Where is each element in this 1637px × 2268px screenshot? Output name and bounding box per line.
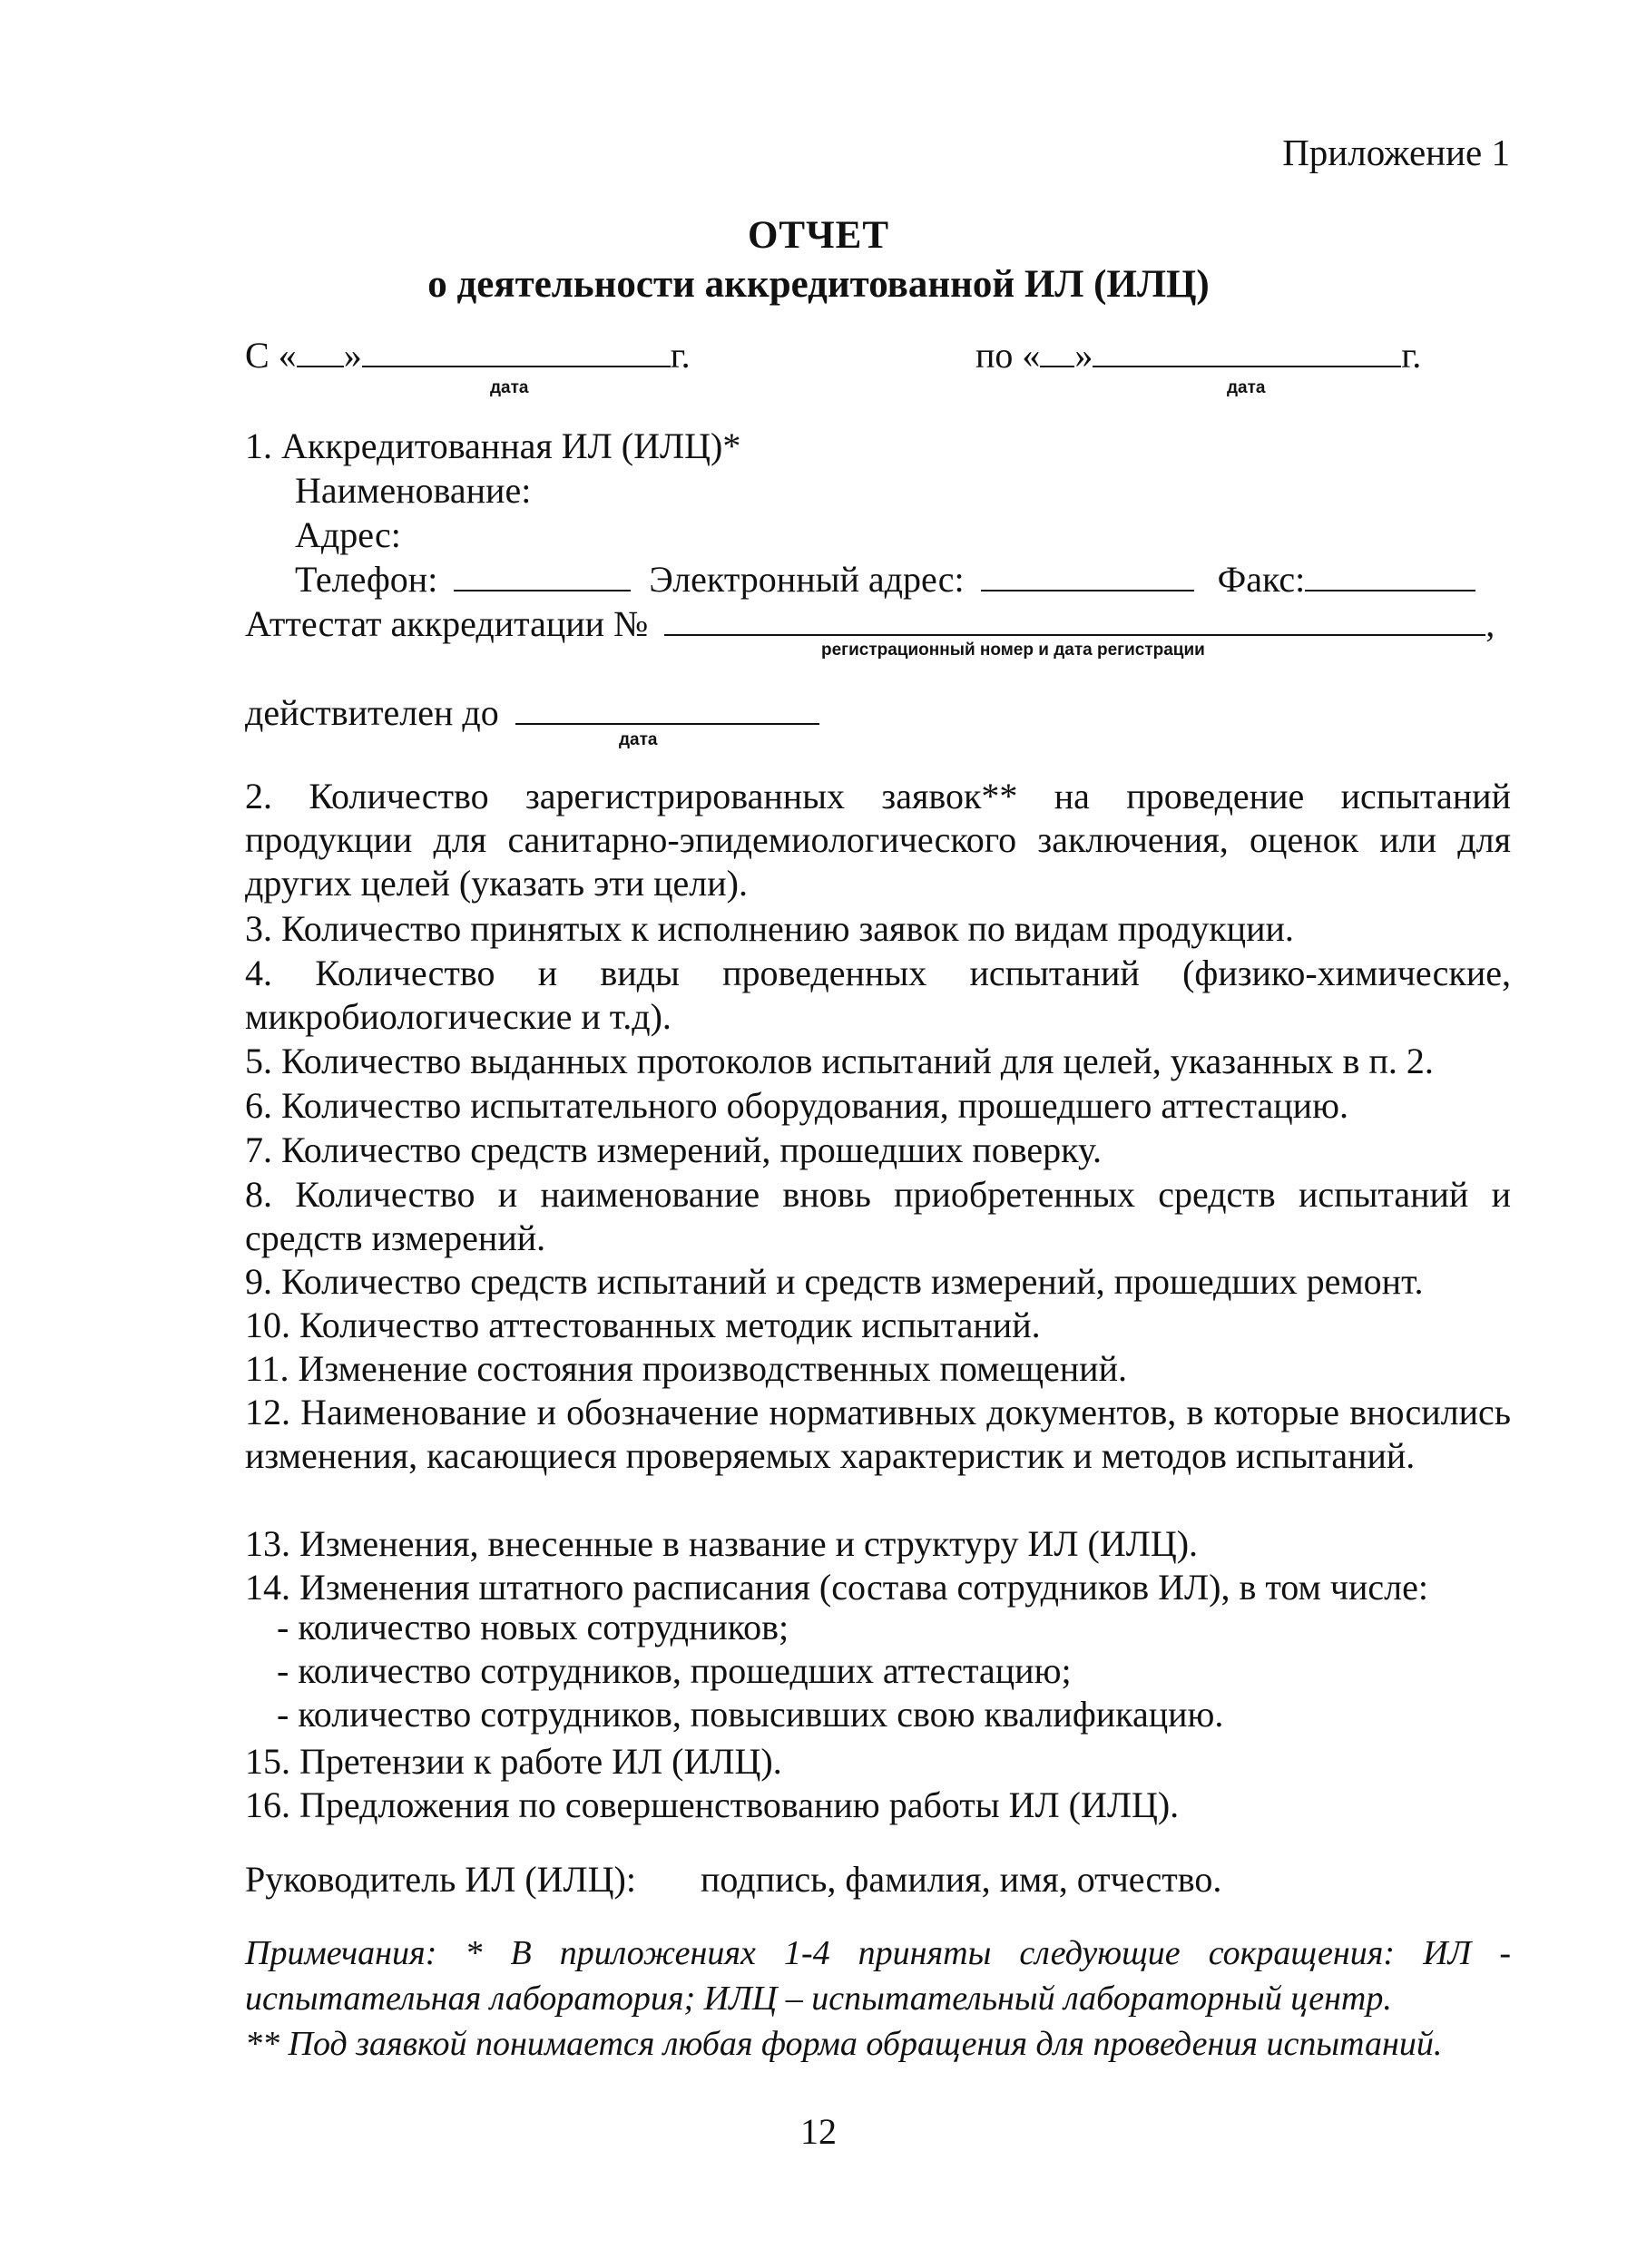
email-field[interactable] (981, 562, 1194, 591)
list-item-3: 3. Количество принятых к исполнению заявок по видам продукции. (245, 908, 1294, 949)
document-title: ОТЧЕТ (747, 214, 890, 257)
certificate-label: Аттестат аккредитации № (245, 603, 649, 644)
certificate-line (245, 603, 1495, 644)
page-number: 12 (800, 2111, 837, 2152)
certificate-comma: , (1485, 603, 1495, 644)
period-to-prefix: по « (975, 335, 1041, 376)
phone-field[interactable] (454, 562, 631, 591)
signature-label: Руководитель ИЛ (ИЛЦ): (245, 1859, 636, 1900)
list-item-10: 10. Количество аттестованных методик испытаний. (245, 1305, 1041, 1345)
list-item-14: 14. Изменения штатного расписания (состава сотрудников ИЛ), в том числе: (245, 1567, 1428, 1608)
list-item-13: 13. Изменения, внесенные в название и структуру ИЛ (ИЛЦ). (245, 1523, 1199, 1564)
period-from-date-field[interactable] (362, 338, 671, 367)
period-to-date-field[interactable] (1093, 338, 1401, 367)
contacts-line (295, 559, 1475, 600)
sub-item-qualified-staff: - количество сотрудников, повысивших свою квалификацию. (277, 1694, 1224, 1735)
period-from-day-field[interactable] (297, 338, 344, 367)
period-from-prefix: С « (245, 335, 297, 376)
period-to-caption: дата (1227, 378, 1266, 397)
certificate-caption: регистрационный номер и дата регистрации (821, 640, 1205, 660)
name-label: Наименование: (295, 470, 532, 511)
valid-label: действителен до (245, 692, 499, 733)
period-from-caption: дата (490, 378, 529, 397)
signature-text: подпись, фамилия, имя, отчество. (701, 1859, 1222, 1900)
period-from-year: г. (670, 335, 691, 376)
list-item-2: 2. Количество зарегистрированных заявок** на проведение испытаний продукции для санитарно-эпидемиологического заключения, оценок или для других целей (указать эти цели). (245, 776, 1511, 904)
section1-heading: 1. Аккредитованная ИЛ (ИЛЦ)* (245, 425, 741, 466)
certificate-field[interactable] (664, 607, 1485, 636)
list-item-15: 15. Претензии к работе ИЛ (ИЛЦ). (245, 1741, 782, 1782)
period-from-quote: » (343, 335, 362, 376)
list-item-8: 8. Количество и наименование вновь приобретенных средств испытаний и средств измерений. (245, 1174, 1511, 1258)
appendix-label: Приложение 1 (1282, 132, 1510, 173)
list-item-9: 9. Количество средств испытаний и средств измерений, прошедших ремонт. (245, 1261, 1424, 1302)
list-item-7: 7. Количество средств измерений, прошедших поверку. (245, 1129, 1103, 1170)
list-item-16: 16. Предложения по совершенствованию работы ИЛ (ИЛЦ). (245, 1784, 1180, 1825)
period-to-day-field[interactable] (1040, 338, 1074, 367)
valid-line (245, 692, 819, 733)
sub-item-certified-staff: - количество сотрудников, прошедших аттестацию; (277, 1650, 1072, 1691)
list-item-4: 4. Количество и виды проведенных испытаний (физико-химические, микробиологические и т.д). (245, 953, 1511, 1037)
email-label: Электронный адрес: (649, 559, 965, 600)
valid-caption: дата (619, 730, 658, 749)
list-item-11: 11. Изменение состояния производственных помещений. (245, 1348, 1127, 1389)
period-to (975, 337, 1421, 374)
period-from (245, 337, 691, 374)
list-item-6: 6. Количество испытательного оборудования, прошедшего аттестацию. (245, 1085, 1348, 1126)
phone-label: Телефон: (295, 559, 438, 600)
fax-label: Факс: (1217, 559, 1306, 600)
address-label: Адрес: (295, 514, 401, 555)
list-item-5: 5. Количество выданных протоколов испытаний для целей, указанных в п. 2. (245, 1041, 1434, 1081)
valid-date-field[interactable] (515, 696, 819, 725)
document-subtitle: о деятельности аккредитованной ИЛ (ИЛЦ) (427, 263, 1210, 306)
note-application: ** Под заявкой понимается любая форма обращения для проведения испытаний. (245, 2025, 1443, 2063)
period-to-year: г. (1401, 335, 1422, 376)
sub-item-new-staff: - количество новых сотрудников; (277, 1607, 789, 1647)
list-item-12: 12. Наименование и обозначение нормативных документов, в которые вносились изменения, касающиеся проверяемых характеристик и методов испытаний. (245, 1392, 1511, 1476)
period-to-quote: » (1074, 335, 1093, 376)
note-abbreviations: Примечания: * В приложениях 1-4 приняты следующие сокращения: ИЛ - испытательная лаборатория; ИЛЦ – испытательный лабораторный центр. (245, 1934, 1511, 2018)
fax-field[interactable] (1305, 562, 1475, 591)
